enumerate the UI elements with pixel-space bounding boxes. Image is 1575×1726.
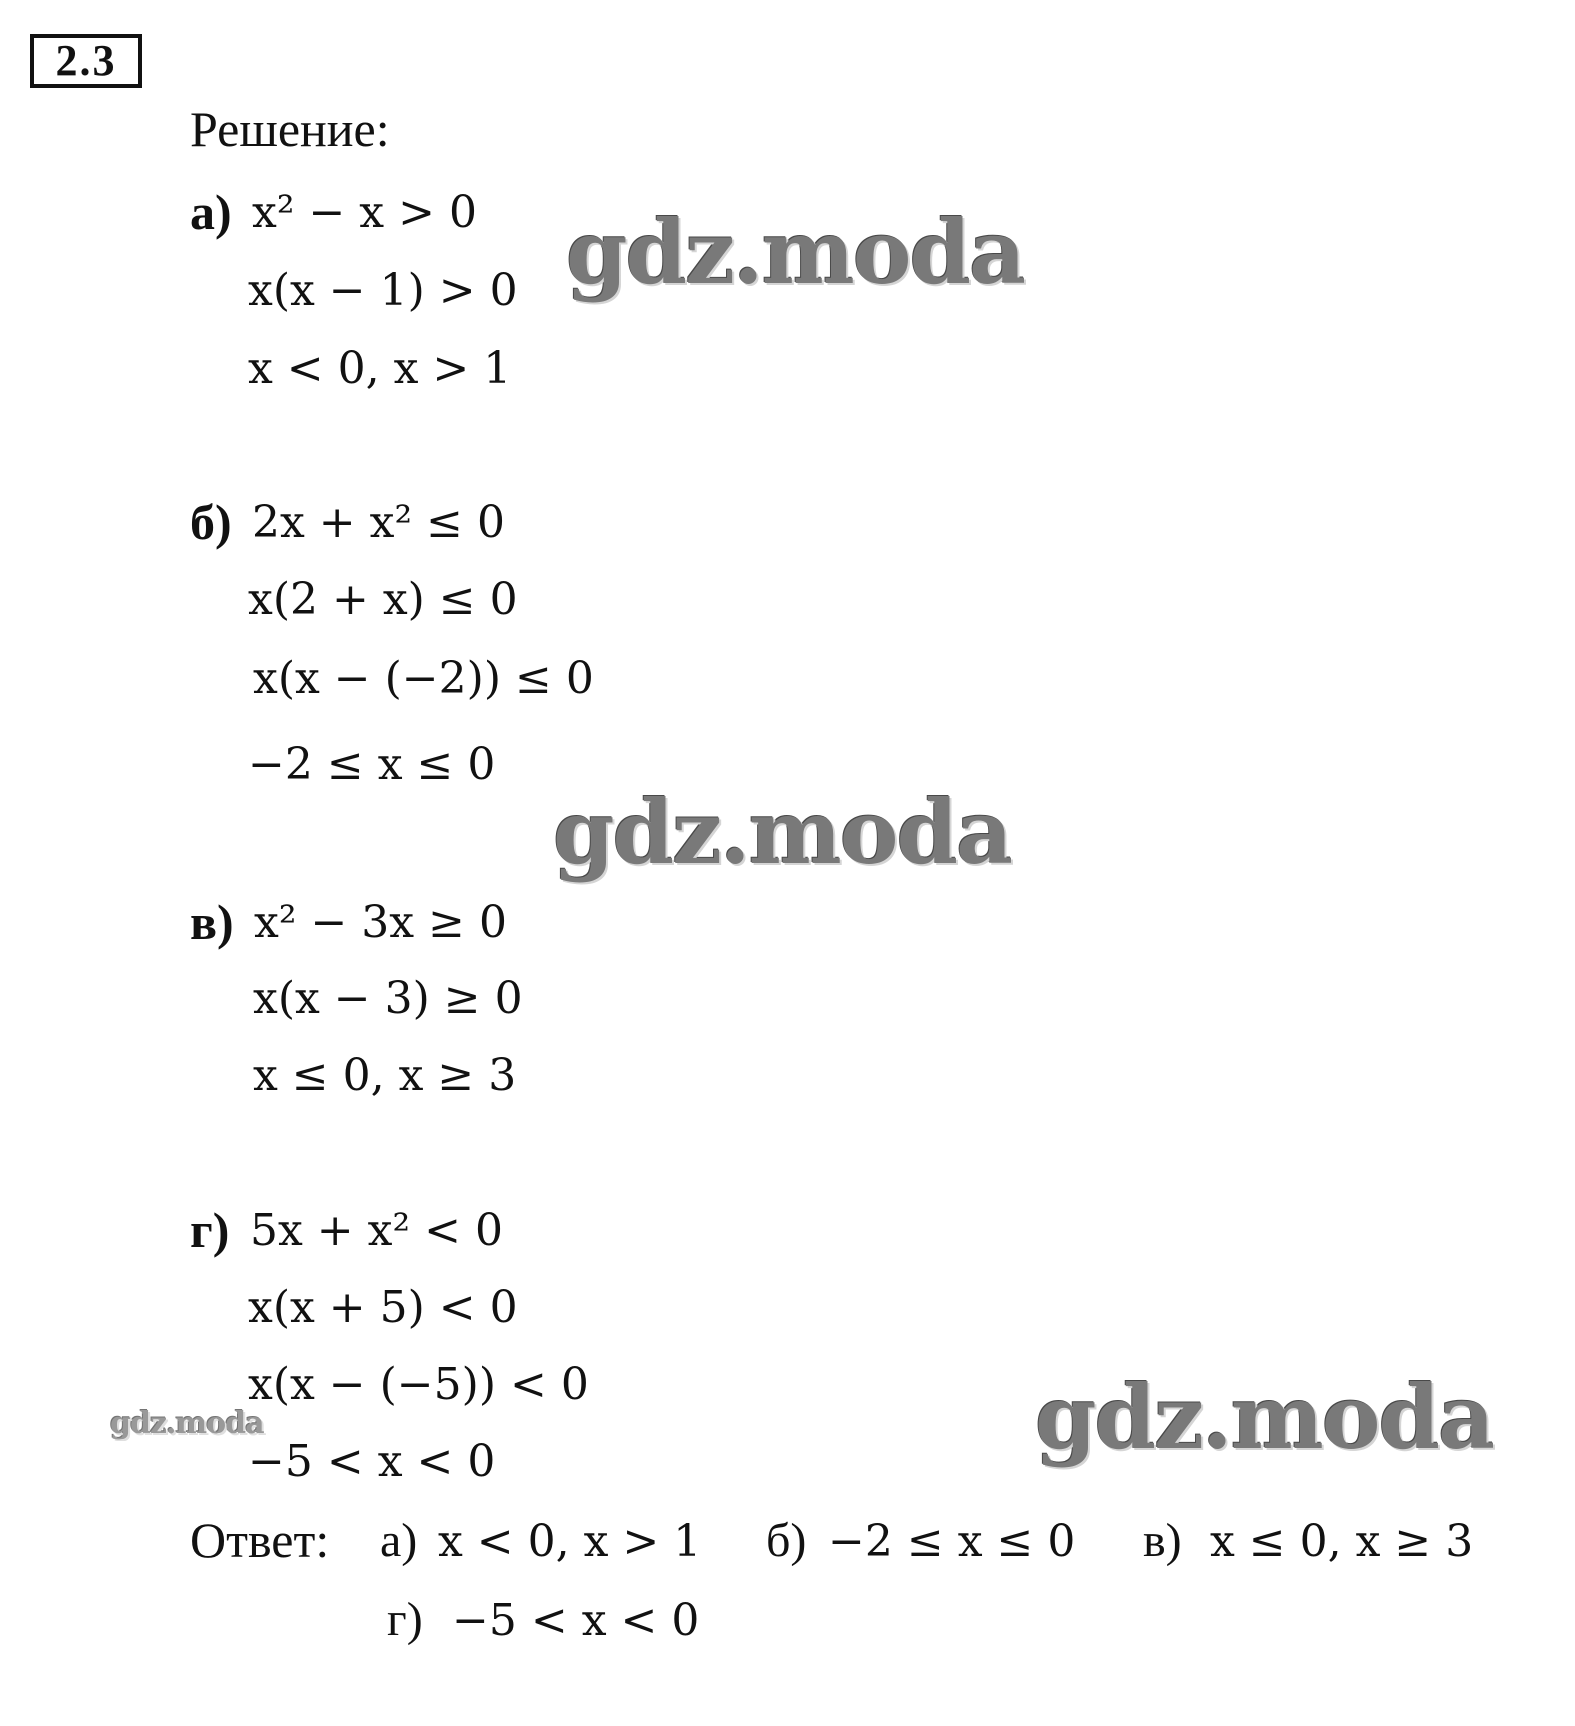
part-b-equation: 2x + x² ≤ 0 — [252, 497, 505, 548]
part-b-letter: б) — [190, 494, 232, 550]
watermark-logo: gdz.moda — [553, 780, 1012, 884]
part-c-letter: в) — [190, 894, 234, 950]
answer-b-letter: б) — [766, 1514, 807, 1567]
answer-a-letter: а) — [380, 1514, 418, 1567]
part-b-step-3: −2 ≤ x ≤ 0 — [248, 739, 496, 790]
part-d-step-1: x(x + 5) < 0 — [248, 1282, 518, 1333]
answer-a-value: x < 0, x > 1 — [438, 1516, 702, 1567]
part-b-step-2: x(x − (−2)) ≤ 0 — [253, 653, 594, 704]
answer-label: Ответ: — [190, 1512, 330, 1568]
answer-c-letter: в) — [1143, 1514, 1182, 1567]
part-c-step-2: x ≤ 0, x ≥ 3 — [253, 1050, 517, 1101]
part-d-step-3: −5 < x < 0 — [248, 1436, 496, 1487]
part-c-step-1: x(x − 3) ≥ 0 — [253, 973, 523, 1024]
part-c-equation: x² − 3x ≥ 0 — [254, 897, 507, 948]
part-d-equation: 5x + x² < 0 — [250, 1205, 503, 1256]
watermark-logo: gdz.moda — [1035, 1365, 1494, 1469]
part-d-step-2: x(x − (−5)) < 0 — [248, 1359, 589, 1410]
watermark-logo-small: gdz.moda — [110, 1406, 264, 1441]
part-a-step-1: x(x − 1) > 0 — [248, 265, 518, 316]
part-d-letter: г) — [190, 1202, 230, 1258]
answer-d-value: −5 < x < 0 — [452, 1595, 700, 1646]
part-a-equation: x² − x > 0 — [252, 187, 477, 238]
answer-b-value: −2 ≤ x ≤ 0 — [828, 1516, 1076, 1567]
answer-c-value: x ≤ 0, x ≥ 3 — [1210, 1516, 1474, 1567]
part-a-letter: а) — [190, 184, 232, 240]
watermark-logo: gdz.moda — [566, 200, 1025, 304]
part-a-step-2: x < 0, x > 1 — [248, 343, 512, 394]
part-b-step-1: x(2 + x) ≤ 0 — [248, 574, 518, 625]
solution-label: Решение: — [190, 101, 390, 157]
task-number: 2.3 — [30, 34, 142, 88]
answer-d-letter: г) — [387, 1593, 423, 1646]
